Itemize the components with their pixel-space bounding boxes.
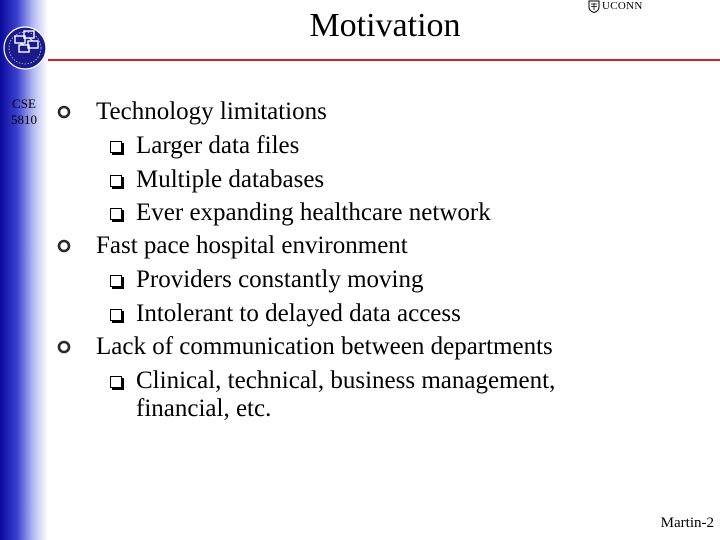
bullet-fast-pace: Fast pace hospital environment (96, 232, 408, 259)
sub-bullet-clinical: Clinical, technical, business management, (136, 367, 556, 394)
square-bullet-icon (110, 309, 122, 321)
bullet-technology: Technology limitations (96, 98, 327, 125)
brand-text: UCONN (602, 0, 643, 12)
course-number: 5810 (11, 112, 37, 127)
ring-bullet-icon (57, 239, 71, 253)
square-bullet-icon (110, 275, 122, 287)
sub-bullet-larger-files: Larger data files (136, 132, 300, 159)
square-bullet-icon (110, 376, 122, 388)
page-number: Martin-2 (660, 515, 714, 531)
ring-bullet-icon (57, 340, 71, 354)
sub-bullet-healthcare-network: Ever expanding healthcare network (136, 199, 491, 226)
square-bullet-icon (110, 208, 122, 220)
bullet-communication: Lack of communication between departments (96, 333, 553, 360)
square-bullet-icon (110, 175, 122, 187)
sub-bullet-providers: Providers constantly moving (136, 266, 424, 293)
ring-bullet-icon (57, 105, 71, 119)
sub-bullet-clinical-continued: financial, etc. (136, 395, 272, 422)
course-subject: CSE (12, 96, 36, 111)
page-title: Motivation (309, 7, 461, 44)
square-bullet-icon (110, 141, 122, 153)
sub-bullet-intolerant: Intolerant to delayed data access (136, 300, 461, 327)
sub-bullet-multiple-databases: Multiple databases (136, 166, 325, 193)
